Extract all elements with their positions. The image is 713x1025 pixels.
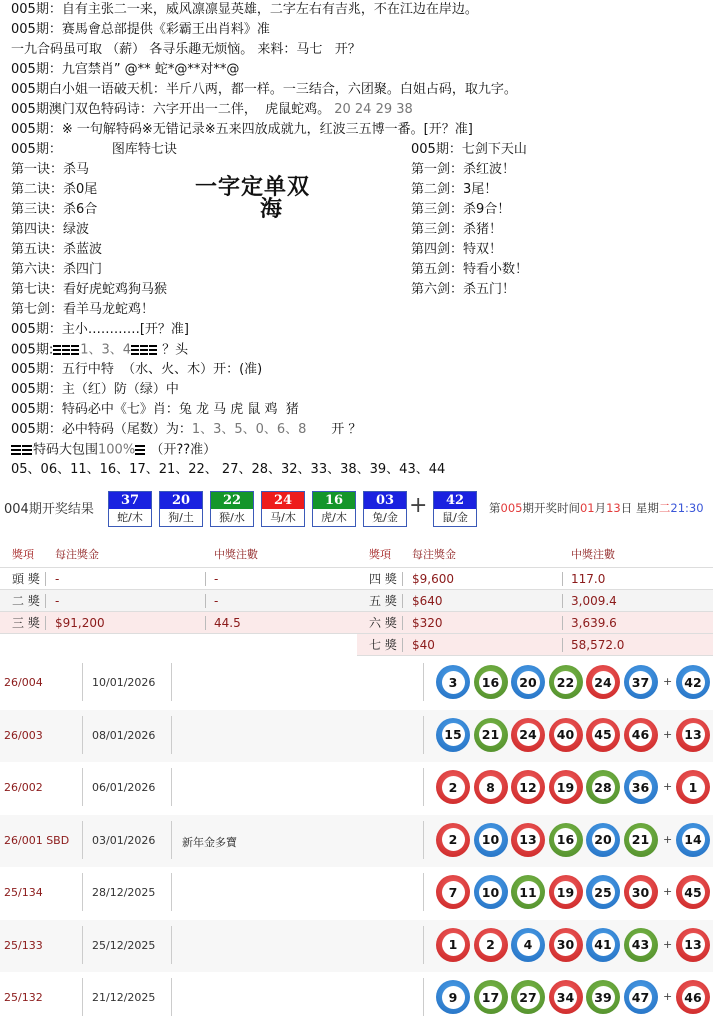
draw-date: 06/01/2026 <box>92 781 156 794</box>
special-lottery-ball: 13 <box>676 928 710 962</box>
ball-number: 24 <box>262 492 304 509</box>
bars-decoration <box>135 441 146 459</box>
lottery-ball: 2 <box>474 928 508 962</box>
special-lottery-ball: 13 <box>676 718 710 752</box>
header-prize: 獎項 <box>12 548 34 561</box>
macau-numbers: 20 24 29 38 <box>334 102 413 117</box>
lottery-ball: 21 <box>624 823 658 857</box>
ball-number: 20 <box>160 492 202 509</box>
ball-zodiac: 鼠/金 <box>442 511 468 524</box>
prize-amount: $320 <box>412 616 443 630</box>
section-title: 图库特七诀 <box>111 142 177 157</box>
ball-number: 16 <box>313 492 355 509</box>
left-item: 第二诀：杀0尾 <box>11 182 98 197</box>
draw-date: 21/12/2025 <box>92 991 156 1004</box>
plus-sign: + <box>663 675 673 688</box>
big-title-char: 海 <box>260 196 283 222</box>
plus-sign: + <box>663 885 673 898</box>
left-section-header <box>11 141 177 159</box>
prize-row <box>0 568 357 590</box>
prize-name: 頭 獎 <box>12 572 40 586</box>
plus-sign: + <box>663 832 673 846</box>
draw-number[interactable]: 25/132 <box>4 991 43 1004</box>
header-count: 中獎注數 <box>571 548 615 561</box>
ball-number: 22 <box>211 492 253 509</box>
lottery-ball: 21 <box>474 718 508 752</box>
text-line: 005期白小姐一语破天机：半斤八两，都一样。一三结合，六团聚。白姐占码，取九字。 <box>11 82 517 97</box>
prize-table-right <box>357 542 713 656</box>
lottery-ball: 46 <box>624 718 658 752</box>
number-list: 05、06、11、16、17、21、22、 27、28、32、33、38、39、43、44 <box>11 462 446 477</box>
lottery-ball: 43 <box>624 928 658 962</box>
draw-number[interactable]: 26/001 SBD <box>4 833 70 847</box>
lottery-ball: 27 <box>511 980 545 1014</box>
prize-row <box>357 590 713 612</box>
special-lottery-ball: 14 <box>676 823 710 857</box>
special-ball <box>433 491 477 527</box>
lottery-ball: 10 <box>474 875 508 909</box>
result-ball <box>261 491 305 527</box>
bars-decoration <box>131 341 158 359</box>
lottery-ball: 17 <box>474 980 508 1014</box>
text-line: 005期：※ 一句解特码※无错记录※五来四放成就九，红波三五博一番。[开？准] <box>11 122 473 137</box>
prize-table <box>0 542 713 654</box>
label: 特码大包围 <box>33 442 99 458</box>
period-label: 005期： <box>11 142 62 157</box>
lottery-ball: 3 <box>436 665 470 699</box>
lottery-ball: 34 <box>549 980 583 1014</box>
prize-amount: $640 <box>412 594 443 608</box>
special-lottery-ball: 42 <box>676 665 710 699</box>
macau-poem: 005期澳门双色特码诗：六字开出一二伴， 虎鼠蛇鸡。 <box>11 102 331 117</box>
lottery-ball: 13 <box>511 823 545 857</box>
suffix-text: （开??准） <box>146 442 217 458</box>
lottery-ball: 30 <box>549 928 583 962</box>
prize-name: 三 獎 <box>12 616 40 630</box>
plus-sign: + <box>663 937 673 951</box>
plus-sign: + <box>663 990 673 1003</box>
history-row[interactable] <box>0 920 713 973</box>
period-label: 005期: <box>11 342 54 358</box>
result-ball <box>312 491 356 527</box>
history-row[interactable] <box>0 762 713 815</box>
lottery-ball: 12 <box>511 770 545 804</box>
prize-amount: $91,200 <box>55 616 105 630</box>
lottery-ball: 16 <box>474 665 508 699</box>
prize-table-left <box>0 542 357 634</box>
right-item: 第五剑：特看小数！ <box>411 262 529 277</box>
prize-row <box>357 634 713 656</box>
text-line: 005期：五行中特 （水、火、木）开：(准) <box>11 362 263 377</box>
text-line <box>11 101 413 119</box>
text-line <box>11 341 188 360</box>
right-item: 第三剑：杀猪！ <box>411 222 503 237</box>
suffix-text: ？头 <box>158 342 189 358</box>
plus-sign: + <box>663 727 673 741</box>
prize-count: 58,572.0 <box>571 638 625 652</box>
result-ball <box>363 491 407 527</box>
prize-amount: - <box>55 572 60 586</box>
prize-name: 五 獎 <box>369 594 397 608</box>
prize-count: - <box>214 594 219 608</box>
draw-number[interactable]: 26/002 <box>4 781 43 794</box>
bars-decoration <box>11 441 33 459</box>
special-lottery-ball: 1 <box>676 770 710 804</box>
lottery-ball: 28 <box>586 770 620 804</box>
head-numbers: 1、3、4 <box>80 342 132 358</box>
prize-amount: - <box>55 594 60 608</box>
prize-count: 3,009.4 <box>571 594 617 608</box>
draw-date: 25/12/2025 <box>92 938 156 952</box>
right-item: 第三剑：杀9合！ <box>411 202 511 217</box>
prize-count: 117.0 <box>571 572 606 586</box>
result-ball <box>210 491 254 527</box>
prize-amount: $40 <box>412 638 435 652</box>
lottery-ball: 25 <box>586 875 620 909</box>
prize-name: 四 獎 <box>369 572 397 586</box>
plus-sign: + <box>663 780 673 793</box>
next-draw-info: 第005期开奖时间01月13日 星期二21:30 <box>489 501 704 515</box>
draw-number[interactable]: 25/134 <box>4 886 43 899</box>
left-item: 第一诀：杀马 <box>11 162 90 177</box>
ball-zodiac: 蛇/木 <box>117 511 143 524</box>
ball-zodiac: 狗/土 <box>168 511 194 524</box>
lottery-ball: 24 <box>586 665 620 699</box>
text-line: 005期：九宫禁肖” @** 蛇*@**对**@ <box>11 62 240 77</box>
ball-zodiac: 虎/木 <box>321 511 347 524</box>
draw-number[interactable]: 25/133 <box>4 938 43 952</box>
draw-date: 03/01/2026 <box>92 833 156 847</box>
bars-decoration <box>53 341 80 359</box>
left-item: 第六诀：杀四门 <box>11 262 103 277</box>
text-line: 一九合码虽可取 （薪） 各寻乐趣无烦恼。 来料：马七 开？ <box>11 42 361 57</box>
special-lottery-ball: 45 <box>676 875 710 909</box>
result-ball <box>159 491 203 527</box>
prediction-text-panel <box>0 0 713 485</box>
lottery-ball: 41 <box>586 928 620 962</box>
ball-zodiac: 猴/水 <box>219 511 245 524</box>
prize-count: 3,639.6 <box>571 616 617 630</box>
lottery-ball: 37 <box>624 665 658 699</box>
prize-name: 六 獎 <box>369 616 397 630</box>
prize-name: 七 獎 <box>369 638 397 652</box>
right-item: 第四剑：特双！ <box>411 242 503 257</box>
lottery-ball: 39 <box>586 980 620 1014</box>
prize-count: - <box>214 572 219 586</box>
ball-number: 42 <box>434 492 476 509</box>
draw-number[interactable]: 26/003 <box>4 728 43 742</box>
special-lottery-ball: 46 <box>676 980 710 1014</box>
lottery-ball: 20 <box>586 823 620 857</box>
result-ball <box>108 491 152 527</box>
lottery-ball: 36 <box>624 770 658 804</box>
text-line <box>11 441 216 460</box>
draw-note: 新年金多寶 <box>182 835 237 849</box>
prize-count: 44.5 <box>214 616 241 630</box>
left-item: 第七诀：看好虎蛇鸡狗马猴 <box>11 282 168 297</box>
draw-date: 08/01/2026 <box>92 728 156 742</box>
lottery-ball: 15 <box>436 718 470 752</box>
lottery-ball: 47 <box>624 980 658 1014</box>
prize-amount: $9,600 <box>412 572 454 586</box>
left-item: 第五诀：杀蓝波 <box>11 242 103 257</box>
prize-row <box>0 612 357 634</box>
right-item: 第一剑：杀红波！ <box>411 162 516 177</box>
header-count: 中獎注數 <box>214 548 258 561</box>
lottery-ball: 24 <box>511 718 545 752</box>
lottery-ball: 30 <box>624 875 658 909</box>
text-line: 005期：特码必中《七》肖：兔 龙 马 虎 鼠 鸡 猪 <box>11 402 299 417</box>
lottery-ball: 11 <box>511 875 545 909</box>
history-row[interactable] <box>0 815 713 868</box>
history-row[interactable] <box>0 867 713 920</box>
lottery-ball: 40 <box>549 718 583 752</box>
draw-result-bar <box>0 487 713 529</box>
percent: 100% <box>98 442 136 458</box>
result-title: 004期开奖结果 <box>4 502 94 517</box>
lottery-ball: 8 <box>474 770 508 804</box>
lottery-ball: 19 <box>549 875 583 909</box>
lottery-ball: 16 <box>549 823 583 857</box>
right-section-header: 005期：七剑下天山 <box>411 142 527 157</box>
right-item: 第六剑：杀五门！ <box>411 282 516 297</box>
lottery-ball: 2 <box>436 823 470 857</box>
prize-row <box>357 568 713 590</box>
prize-header-row <box>0 542 357 568</box>
text-line: 005期：主小…………[开？准] <box>11 322 189 337</box>
plus-sign: + <box>409 493 428 518</box>
header-prize: 獎項 <box>369 548 391 561</box>
ball-zodiac: 马/木 <box>270 511 296 524</box>
text-line: 005期：主（红）防（绿）中 <box>11 382 179 397</box>
prize-row <box>357 612 713 634</box>
lottery-ball: 22 <box>549 665 583 699</box>
suffix-text: 开 ？ <box>306 422 362 437</box>
draw-date: 28/12/2025 <box>92 886 156 899</box>
lottery-ball: 7 <box>436 875 470 909</box>
big-title: 一字定单双 <box>195 174 311 200</box>
header-amount: 每注獎金 <box>55 548 99 561</box>
header-amount: 每注獎金 <box>412 548 456 561</box>
text-line: 005期：赛馬會总部提供《彩霸王出肖料》准 <box>11 22 270 37</box>
history-row[interactable] <box>0 657 713 710</box>
history-list <box>0 657 713 1025</box>
right-item: 第二剑：3尾！ <box>411 182 498 197</box>
ball-zodiac: 兔/金 <box>372 511 398 524</box>
prize-row <box>0 590 357 612</box>
lottery-ball: 4 <box>511 928 545 962</box>
left-item: 第四诀：绿波 <box>11 222 90 237</box>
ball-number: 03 <box>364 492 406 509</box>
draw-date: 10/01/2026 <box>92 676 156 689</box>
ball-number: 37 <box>109 492 151 509</box>
lottery-ball: 9 <box>436 980 470 1014</box>
label: 005期：必中特码（尾数）为： <box>11 422 192 437</box>
tail-numbers: 1、3、5、0、6、8 <box>191 422 307 437</box>
lottery-ball: 10 <box>474 823 508 857</box>
prize-name: 二 獎 <box>12 594 40 608</box>
lottery-ball: 1 <box>436 928 470 962</box>
text-line <box>11 421 361 439</box>
left-item: 第七剑：看羊马龙蛇鸡！ <box>11 302 155 317</box>
history-row[interactable] <box>0 710 713 763</box>
draw-number[interactable]: 26/004 <box>4 676 43 689</box>
prize-header-row <box>357 542 713 568</box>
lottery-ball: 45 <box>586 718 620 752</box>
lottery-ball: 2 <box>436 770 470 804</box>
lottery-ball: 20 <box>511 665 545 699</box>
left-item: 第三诀：杀6合 <box>11 202 98 217</box>
lottery-ball: 19 <box>549 770 583 804</box>
text-line: 005期：自有主张二一来，威风凛凛显英雄，二字左右有吉兆，不在江边在岸边。 <box>11 2 478 17</box>
